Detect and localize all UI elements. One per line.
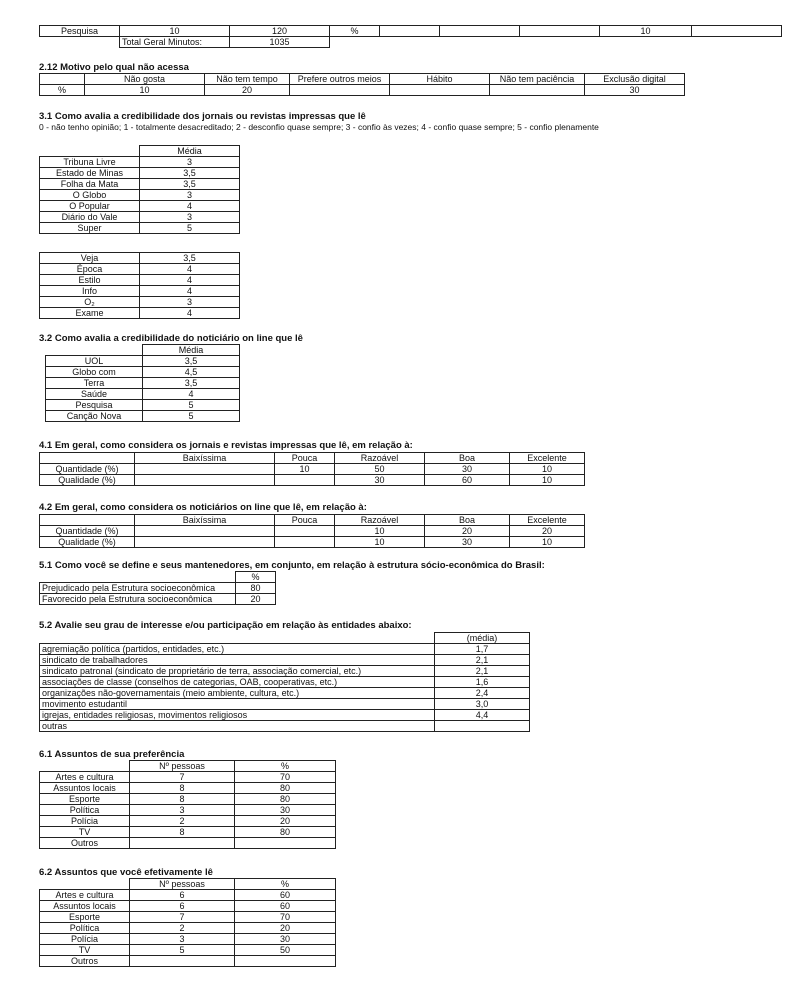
table-cell: 30 [335,475,425,486]
table-cell: 4,5 [143,367,240,378]
table-cell: Saúde [46,389,143,400]
table-header-row [40,74,685,85]
table-row [40,37,782,48]
table-6-2 [39,878,336,967]
table-cell [390,85,490,96]
table-cell: 2,1 [435,666,530,677]
table-5-2 [39,632,530,732]
table-cell: 4,4 [435,710,530,721]
table-cell: 10 [510,537,585,548]
table-header: Boa [425,515,510,526]
table-row [46,400,240,411]
table-cell: 120 [230,26,330,37]
table-header: Excelente [510,453,585,464]
table-cell: 3 [140,212,240,223]
table-header: Não tem paciência [490,74,585,85]
table-header: Razoável [335,453,425,464]
table-4-2 [39,514,585,548]
table-header: Média [140,146,240,157]
table-header [40,453,135,464]
table-cell: 10 [510,464,585,475]
table-cell: 6 [130,890,235,901]
table-header-row [40,633,530,644]
table-row [40,297,240,308]
table-row [46,367,240,378]
section-title-5-1: 5.1 Como você se define e seus mantenedores, em conjunto, em relação à estrutura sócio-econômica do Brasil: [39,560,545,571]
table-cell: Quantidade (%) [40,526,135,537]
table-row [40,956,336,967]
table-cell: Prejudicado pela Estrutura socioeconômica [40,583,236,594]
table-header: Baixíssima [135,453,275,464]
table-cell: Artes e cultura [40,890,130,901]
table-header-row [40,761,336,772]
table-cell [135,475,275,486]
table-row [40,838,336,849]
table-6-1 [39,760,336,849]
table-row [40,464,585,475]
table-cell: O Popular [40,201,140,212]
table-header: Não tem tempo [205,74,290,85]
table-cell: 8 [130,794,235,805]
table-cell: 20 [236,594,276,605]
table-header: Baixíssima [135,515,275,526]
table-cell: 60 [235,890,336,901]
table-cell: Outros [40,956,130,967]
table-cell: 10 [510,475,585,486]
table-cell: 8 [130,783,235,794]
table-cell: 2 [130,816,235,827]
table-row [40,594,276,605]
table-cell: Estilo [40,275,140,286]
table-cell: 20 [235,923,336,934]
table-cell [130,956,235,967]
table-cell [435,721,530,732]
table-row [40,912,336,923]
table-row [46,389,240,400]
table-cell: 3 [130,934,235,945]
table-4-1 [39,452,585,486]
table-header: % [236,572,276,583]
table-cell: UOL [46,356,143,367]
table-row [40,666,530,677]
table-row [40,655,530,666]
table-cell [440,26,520,37]
table-cell [235,838,336,849]
table-cell: Assuntos locais [40,901,130,912]
table-header: Boa [425,453,510,464]
section-title-4-2: 4.2 Em geral, como considera os noticiários on line que lê, em relação à: [39,502,367,513]
table-cell [275,537,335,548]
section-subtitle-3-1: 0 - não tenho opinião; 1 - totalmente desacreditado; 2 - desconfio quase sempre; 3 - confio às vezes; 4 - confio quase sempre; 5 - confio plenamente [39,122,599,132]
table-cell: 4 [140,201,240,212]
table-row [40,890,336,901]
section-title-2-12: 2.12 Motivo pelo qual não acessa [39,62,189,73]
table-cell: sindicato patronal (sindicato de proprietário de terra, associação comercial, etc.) [40,666,435,677]
table-cell: 30 [585,85,685,96]
table-cell [275,475,335,486]
table-row [46,356,240,367]
table-row [46,378,240,389]
table-row [40,816,336,827]
table-cell: O₂ [40,297,140,308]
table-cell: Outros [40,838,130,849]
table-cell [135,526,275,537]
table-cell: Favorecido pela Estrutura socioeconômica [40,594,236,605]
table-row [40,157,240,168]
table-row [40,308,240,319]
table-cell: 5 [143,400,240,411]
table-header: Pouca [275,453,335,464]
total-value: 1035 [230,37,330,48]
table-cell: 80 [235,794,336,805]
table-cell: 5 [140,223,240,234]
table-cell: Pesquisa [46,400,143,411]
table-row [40,526,585,537]
table-row [40,772,336,783]
table-row [40,794,336,805]
table-cell: Terra [46,378,143,389]
table-cell: % [40,85,85,96]
table-cell: 3 [140,297,240,308]
table-cell: 80 [235,827,336,838]
table-cell: Diário do Vale [40,212,140,223]
table-row [40,710,530,721]
table-cell: outras [40,721,435,732]
table-row [40,677,530,688]
table-row [40,286,240,297]
table-cell: 20 [205,85,290,96]
table-row [40,783,336,794]
table-row [40,827,336,838]
table-cell [520,26,600,37]
table-cell: Quantidade (%) [40,464,135,475]
table-cell: 6 [130,901,235,912]
table-cell: Assuntos locais [40,783,130,794]
table-row [40,688,530,699]
table-cell: Tribuna Livre [40,157,140,168]
table-cell: 3,5 [140,253,240,264]
table-cell: 80 [236,583,276,594]
table-cell: 80 [235,783,336,794]
table-header: Nº pessoas [130,761,235,772]
table-cell: Polícia [40,816,130,827]
table-row [40,805,336,816]
table-cell: movimento estudantil [40,699,435,710]
section-title-6-2: 6.2 Assuntos que você efetivamente lê [39,867,213,878]
table-cell: Época [40,264,140,275]
table-cell [290,85,390,96]
table-cell [275,526,335,537]
table-cell: 3,5 [140,179,240,190]
table-cell: Política [40,805,130,816]
table-header [40,74,85,85]
table-cell: 4 [140,286,240,297]
table-cell: 10 [120,26,230,37]
table-5-1 [39,571,276,605]
table-header: % [235,879,336,890]
table-header-row [40,515,585,526]
table-cell: TV [40,827,130,838]
table-cell: sindicato de trabalhadores [40,655,435,666]
table-cell: 30 [235,805,336,816]
table-cell: 10 [275,464,335,475]
table-cell: 7 [130,772,235,783]
table-cell: Info [40,286,140,297]
table-cell: O Globo [40,190,140,201]
table-cell [235,956,336,967]
table-cell: 2,1 [435,655,530,666]
table-cell: Qualidade (%) [40,475,135,486]
table-cell: 3,5 [140,168,240,179]
table-header-row [40,453,585,464]
table-cell: 3 [130,805,235,816]
table-cell [130,838,235,849]
table-cell: Esporte [40,912,130,923]
table-cell: 4 [143,389,240,400]
table-header: Hábito [390,74,490,85]
table-cell: 3 [140,190,240,201]
table-cell: 1,7 [435,644,530,655]
table-row [40,264,240,275]
table-cell [135,537,275,548]
table-header-row [46,345,240,356]
table-header: Não gosta [85,74,205,85]
table-cell: Exame [40,308,140,319]
table-cell: 20 [235,816,336,827]
table-cell: 50 [235,945,336,956]
table-cell: Canção Nova [46,411,143,422]
table-cell: 8 [130,827,235,838]
table-row [40,699,530,710]
table-cell: 3,5 [143,356,240,367]
table-cell: 7 [130,912,235,923]
table-3-1-revistas [39,252,240,319]
table-cell: 10 [335,526,425,537]
table-cell [135,464,275,475]
table-cell: 60 [425,475,510,486]
table-cell: 4 [140,264,240,275]
table-cell: Polícia [40,934,130,945]
table-header: Nº pessoas [130,879,235,890]
table-cell: 2,4 [435,688,530,699]
table-header: Pouca [275,515,335,526]
table-cell: 5 [130,945,235,956]
section-title-6-1: 6.1 Assuntos de sua preferência [39,749,185,760]
table-cell: Artes e cultura [40,772,130,783]
table-cell: Estado de Minas [40,168,140,179]
table-header: % [235,761,336,772]
table-cell: 20 [425,526,510,537]
table-row [40,945,336,956]
table-header [40,515,135,526]
table-cell: 70 [235,912,336,923]
table-cell [490,85,585,96]
table-row [40,901,336,912]
table-cell [380,26,440,37]
table-cell: organizações não-governamentais (meio ambiente, cultura, etc.) [40,688,435,699]
table-row [40,721,530,732]
table-header: Média [143,345,240,356]
table-3-2 [45,344,240,422]
table-cell: Veja [40,253,140,264]
table-2-12 [39,73,685,96]
table-header: (média) [435,633,530,644]
table-row [40,475,585,486]
table-cell: 1,6 [435,677,530,688]
table-row [46,411,240,422]
table-cell: 2 [130,923,235,934]
table-cell: Folha da Mata [40,179,140,190]
table-cell: 4 [140,275,240,286]
table-cell: 10 [600,26,692,37]
table-cell: TV [40,945,130,956]
table-row [40,85,685,96]
table-cell: 10 [335,537,425,548]
table-row [40,583,276,594]
table-row [40,253,240,264]
table-row [40,923,336,934]
table-header-row [40,146,240,157]
table-cell [692,26,782,37]
section-title-4-1: 4.1 Em geral, como considera os jornais e revistas impressas que lê, em relação à: [39,440,413,451]
table-cell: 5 [143,411,240,422]
table-row [40,26,782,37]
table-cell: agremiação política (partidos, entidades, etc.) [40,644,435,655]
table-row [40,223,240,234]
table-cell: 3,5 [143,378,240,389]
table-row [40,537,585,548]
table-cell: 70 [235,772,336,783]
table-3-1-jornais [39,145,240,234]
total-label: Total Geral Minutos: [120,37,230,48]
table-cell: 10 [85,85,205,96]
table-header: Exclusão digital [585,74,685,85]
table-cell: igrejas, entidades religiosas, movimentos religiosos [40,710,435,721]
section-title-3-2: 3.2 Como avalia a credibilidade do noticiário on line que lê [39,333,303,344]
section-title-3-1: 3.1 Como avalia a credibilidade dos jornais ou revistas impressas que lê [39,111,366,122]
table-cell: 50 [335,464,425,475]
table-cell: 20 [510,526,585,537]
table-cell: % [330,26,380,37]
table-header: Prefere outros meios [290,74,390,85]
table-row [40,190,240,201]
table-header: Excelente [510,515,585,526]
table-cell: 30 [425,537,510,548]
table-header: Razoável [335,515,425,526]
table-row [40,179,240,190]
table-row [40,201,240,212]
table-row [40,168,240,179]
table-cell: Política [40,923,130,934]
table-row [40,644,530,655]
table-cell: 4 [140,308,240,319]
section-title-5-2: 5.2 Avalie seu grau de interesse e/ou participação em relação às entidades abaixo: [39,620,412,631]
table-header-row [40,879,336,890]
table-row [40,275,240,286]
table-cell: 30 [425,464,510,475]
table-cell: Globo com [46,367,143,378]
table-cell: 30 [235,934,336,945]
table-cell: Super [40,223,140,234]
table-cell: 3 [140,157,240,168]
table-header-row [40,572,276,583]
table-row [40,212,240,223]
table-cell: 3,0 [435,699,530,710]
table-cell: 60 [235,901,336,912]
table-cell: Qualidade (%) [40,537,135,548]
table-cell: associações de classe (conselhos de categorias, OAB, cooperativas, etc.) [40,677,435,688]
table-row [40,934,336,945]
table-cell: Esporte [40,794,130,805]
table-cell: Pesquisa [40,26,120,37]
top-summary-table [39,25,782,48]
